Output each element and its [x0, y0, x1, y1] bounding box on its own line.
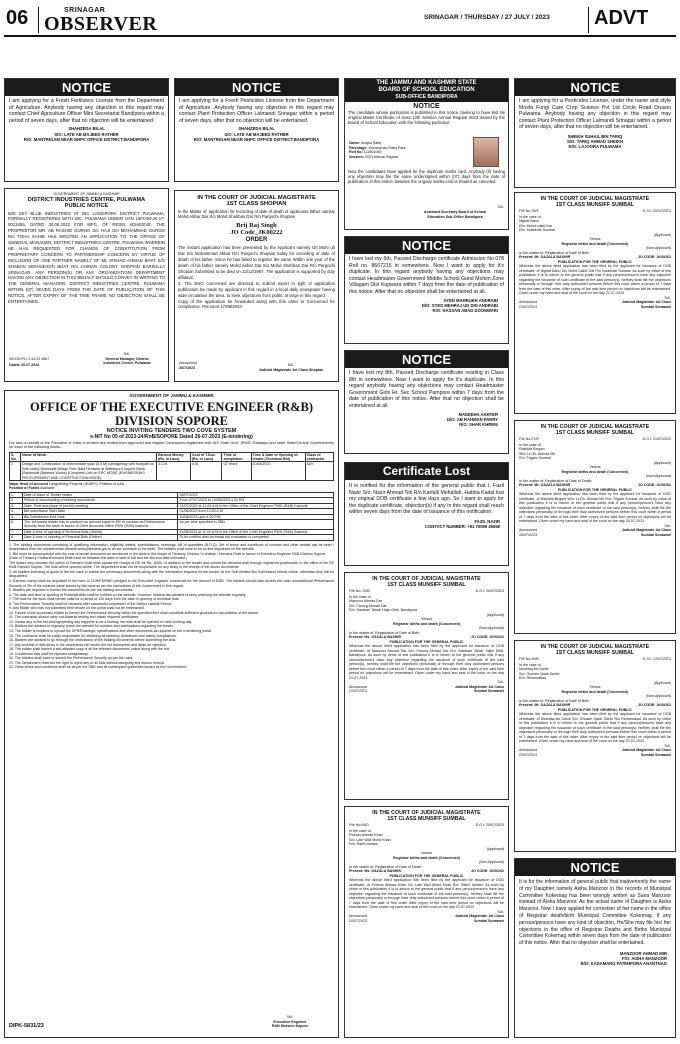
file-number: File No.07/D — [519, 437, 539, 441]
court-title: IN THE COURT OF JUDICIAL MAGISTRATE — [540, 644, 650, 650]
dic-subtitle: PUBLIC NOTICE — [64, 202, 109, 209]
date-of-institution: D.O.I: 20/07/2023 — [475, 589, 504, 593]
notice-name: SYED MAHRUKH ANDRABI — [443, 297, 498, 303]
notice-body: I have lost my 8th, Passed Discharge certificate reading in Class 8th in somewhere. Now I want to apply for it's duplicate. In this regard anybody having any objections may contact Headmaster Government Girls Hr. Sec School Pampore within 7 days from the date of publication of this notice. After that no objection shall be entertained at all. — [349, 370, 504, 409]
certificate-contact: CONTACT NUMBER: +91 70069 26658 — [425, 524, 500, 530]
court-signatory: Sd/- Judicial Magistrate 1st Class Shopian — [258, 363, 324, 372]
notice-name: SHEIKH SUHAIL BIN TARIQ — [567, 133, 623, 139]
notice-relation: D/O: AB RAHMAN PARRY — [446, 416, 498, 422]
court-body: Whereas the above titled application has been filed by the applicant for issuance of DOB certificate, of Nighat Banu D/o Mohd Latief Dar R/o Indarkote Sumbal. As such by virtue of this publication it is to inform to the general public that if any person/person's have any objection regarding the issuance of such certificate of the said person(s), he/they shall file the objections personally or through their duly authorized persons before this court within a period of 7 days from the date of this order. After expiry of the said time period no objections will be entertained. Given under my hand and seal of the court on the day 22-07-2023 — [519, 264, 671, 295]
file-number: File No.78/9 — [519, 209, 539, 213]
notice-relation: S/O: TARIQ AHMAD SHEIKH — [566, 139, 624, 145]
jkbose-body2: Now the candidates have applied for the duplicate marks card. Anybody (if) having any objection may file the same undersigned within (07) days from the date of publication of this notice. Besides the original marks card is treated as canceled. — [348, 169, 505, 185]
head-of-account: Languishing Projects (JKIDFC) Position of AAA — [49, 481, 125, 486]
date-of-institution: D.O.I: 21/07/2023 — [642, 437, 671, 441]
tender-col-header: Name of Work — [21, 452, 157, 462]
notice-address: R/O: HASSAN ABAD DOONWARI — [432, 307, 498, 313]
header-divider — [38, 7, 39, 33]
respondent: Registrar births and death (Concerned) — [393, 621, 460, 626]
certificate-lost-notice — [344, 462, 509, 566]
header-date: SRINAGAR / THURSDAY / 27 JULY / 2023 — [424, 14, 550, 21]
certificate-body: It is notified for the information of the general public that I, Fazil Nazir S/o: Nazir Ahmad Teli R/o Karfalli Mohallah, Habba Kadal lost my original DOB certificate a few days ago. So I want to apply for the duplicate certificate, objection(s) if any in this regard shall reach within seven days from the date of issuance of this notification. — [349, 483, 504, 516]
court-body: Whereas the above titled application has been filed by the applicant for issuance of DOB certificate, of Manzoor Ahmad Dar S/o: Farooq Ahmad Dar R/o: Madwan Tahsil: Hajin Distt. Bandipora. As such by virtue of this publication it is to inform to the general public that if any person/person's have any objection regarding the issuance of such certificate of the said person(s), he/they shall file the objections personally or through their duly authorized persons before this court within a period of 7 days from the date of this order. After expiry of the said time period no objections will be entertained. Given under my hand and seal of the court on the day 21-07-2023 — [349, 644, 504, 680]
respondent: Registrar births and death (Concerned) — [561, 689, 629, 694]
date-of-institution: D.O.I: 12/07/2023 — [642, 657, 671, 661]
tender-notice: GOVERNMENT OF JAMMU & KASHMIR OFFICE OF THE EXECUTIVE ENGINEER (R&B) DIVISION SOPORE NOTICE INVITING TENDERS TWO COVE SYSTEM e-NIT No 05 of 2023-24/RnB/SOPORE Dated 26-07-2023 (E-tendering) For and on behalf of the President of India, e-tenders are invited from approved and eligible Contractors registered with J&K State Govt. (PWD, Railways and other State/Central Governments) for each of the following works:- S. No. Name of Work Earnest Money (Rs. In Lacs) Cost of T.Doc. (Rs. in Lacs) Time of completion Time & Date of Opening of tender (Technical Bid) Class of contractor 1 Design and Construction of intermediate span (5.5 M) carriageway with footpath on both sides) Motorable Bridge Over Nala Hirniwan at Wattarguru Sopore Block (Baramulla (Balance Works) (Complete) Job on EPC MODE (ENGINEERING PROCUREMENT AND CONSTRUCTION MODE) 31.24 0.01 02 Years 10/08/2023 AAY Major Head of Account Languishing Projects (JKIDFC) Position of AAA Position of Funds Available 1. Date of Issue of Tender Notice 26/07/2023 2. Period of downloading of bidding documents From 27/07/2023 to 10/08/2023 4.00 PM 3. Date, Time and place of pre-bid meeting 31/07/2023 at 11:00 A.M in the Office of the Chief Engineer PWD (R&B) Kashmir. 4. Bid submission Start Date 01/08/2023 from 10.00 A.M 5. Bid Submission End Date 10/08/2023 upto 4.00 P.M. 6. The 1st lowest bidder has to produce an amount equal to 5% of contract as Performance Security from the bank in favour of Chief Accounts Office PWD (R&B) Kashmir. As per time specified in SBD 7. Date & time of opening of Technical Bids (Online) 11/08/2023 at 11:00 A.M in the Office of the Chief Engineer PWD (R&B) Kashmir. 8. Date & time of opening of Financial Bids (Online) To be notified after technical bid evaluation is completed 1. The bidding documents consisting of qualifying information, eligibility criteria, specifications, drawings, bill of quantities (B.O.Q), Set of terms and conditions of contract and other details can be seen / downloaded from the departmental website www.jktenders.gov.in as per schedule in the table. The bidders shall have to be on line registered on the website. 2. Bid must be accompanied with the cost of tender document as mentioned in the table in the shape of Treasury Challan / e-challan / Demand Draft in favour of Executive Engineer R&B Division Sopore. (Date of Treasury Challan/Demand Draft must be between the date of start of bid and the Bid end date indicated.) The bidder who chooses the option of Demand Draft shall upload the receipt of DD for Rs. 1000/- in addition to the tender and submit the demand draft through registered post/courier to the office of the EE R&B Division Sopore. The bids will be opened online. The department shall not be responsible for any delay in the receipt of the above documents. 3. All bidders intending to quote in the bid have to submit the necessary documents along with the information required for the tender on the Self-Verified Bid Submission format online, otherwise they will be disqualified. 4. Earnest money shall be deposited in the form of CDR/FDR/BG pledged to the Executive Engineer concerned for the amount of EMD. The bidders should also furnish the valid unconditional Performance Security of 3% of the contract value issued by the bank as per the instructions of the Government in this regard. 5. Bidders are required to furnish the documents as per the bidding documents. 6. The date and time of opening of Financial Bids shall be notified on the website. However, bidders are advised to keep checking the website regularly. 7. The bids for the work shall remain valid for a period of 120 days from the date of opening of technical bids. 8. The Performance Security shall be released after successful completion of the Defect Liability Period. 9. Any bidder who has not submitted their tender on the portal shall not be entertained. 10. Failure of the successful bidder to furnish the Performance Security within the specified time shall constitute sufficient grounds for cancellation of the award. 11. The contractor should carry out Material testing and obtain required certificates. 12. Incase any of the bid closing/opening day happens to be a holiday, the bids shall be opened on next working day. 13. Bidders are advised to regularly check the website for updates and clarifications regarding the tender. 14. The bidder is required to upload the DPR/Drawings, specifications and other documents as required on the e-tendering portal. 15. The contractor shall be solely responsible for obtaining all statutory clearances and safety compliances. 16. Bidders are advised to go through the instructions of the bidding documents before submitting the bids. 17. Any shortfall or deficiency in the documents will render the bid incomplete and liable for rejection. 18. The bidder shall furnish a self-attested copy of all the relevant documents online along with the bid. 19. Conditional bids shall be rejected straightaway. 20. The bidders shall have to submit the Performance Security as per the rules. 21. The Department reserves the right to reject any or all bids without assigning any reason thereof. 22. Other terms and conditions shall be as per the SBD and all subsequent guidelines issued by the Government. DIPK-5831/23 Sd/- Executive Engineer R&B Division Sopore — [4, 390, 339, 1038]
schedule-row: 6. The 1st lowest bidder has to produce an amount equal to 5% of contract as Performance Security from the bank in favour of Chief Accounts Office PWD (R&B) Kashmir. As per time specified in SBD — [10, 519, 334, 529]
respondent: Registrar births and death (Concerned) — [393, 855, 460, 860]
tender-intro: For and on behalf of the President of India, e-tenders are invited from approved and eligible Contractors registered with J&K State Govt. (PWD, Railways and other State/Central Governments) for each of the following works:- — [9, 440, 334, 449]
presiding-officer: Present: Ms. GAZALA BASHIR — [349, 869, 401, 873]
certificate-name: FAZIL NAZIR — [474, 518, 500, 524]
notice-pesticide-license — [174, 78, 339, 182]
presiding-officer: Present: Ms. GAZALA BASHIR — [349, 635, 401, 639]
tender-col-header: Time & Date of Opening of tender (Technical Bid) — [251, 452, 305, 462]
tender-col-header: Time of completion — [222, 452, 251, 462]
respondent: Registrar births and death (Concerned) — [561, 469, 629, 474]
tender-cell: AAY — [305, 462, 333, 481]
candidate-roll: 112601065 — [363, 150, 382, 154]
jkbose-body: The candidate whose particulars is published in this notice claiming to have lost his original Marks Certificate of class 12th Session Annual Regular 2023 issued by the Board of School Education with the following particular: — [348, 110, 505, 126]
court-title: IN THE COURT OF JUDICIAL MAGISTRATE — [372, 576, 481, 582]
applicant-name: Rashida Begum — [519, 447, 545, 451]
tender-col-header: Cost of T.Doc. (Rs. in Lacs) — [190, 452, 222, 462]
court-jo-code: JO Code_JK00222 — [230, 229, 283, 237]
notice-body: I have lost my 6th, Passed Discharge certificate Admission No.078 Roll no. 8667215 in somewhere. Now I want to apply for it's duplicate. In this regard anybody having any objections may contact Headmaster Government Middle School Gund Mohim Zone Villagam Dist Kupwara within 7 days from the date of publication of this notice. After that no objection shall be entertained at all. — [349, 256, 504, 295]
tender-col-header: S. No. — [10, 452, 21, 462]
court-subtitle: 1ST CLASS MUNSIFF SUMBAL — [387, 816, 466, 822]
jkbose-line1: THE JAMMU AND KASHMIR STATE — [376, 80, 477, 86]
dic-signatory: Sd/- General Manager, District Industries Centre, Pulwama — [103, 352, 151, 365]
notice-address: R/O: SHAR KHREW — [459, 421, 498, 427]
schedule-row: 3. Date, Time and place of pre-bid meeting 31/07/2023 at 11:00 A.M in the Office of the Chief Engineer PWD (R&B) Kashmir. — [10, 503, 334, 508]
header-rule — [4, 35, 676, 37]
tender-cell: 31.24 — [157, 462, 191, 481]
schedule-row: 2. Period of downloading of bidding documents From 27/07/2023 to 10/08/2023 4.00 PM — [10, 498, 334, 503]
court-title: IN THE COURT OF JUDICIAL MAGISTRATE — [540, 424, 650, 430]
schedule-row: 4. Bid submission Start Date 01/08/2023 from 10.00 A.M — [10, 509, 334, 514]
tender-nit: e-NIT No 05 of 2023-24/RnB/SOPORE Dated 26-07-2023 (E-tendering) — [90, 433, 253, 440]
dic-gov: GOVERNMENT OF JAMMU & KASHMIR — [53, 192, 120, 196]
notice-name: SHAHZEDA BILAL — [238, 126, 275, 132]
jkbose-sd: Sd/- — [497, 205, 504, 209]
date-of-institution: D.O.I: 20/07/2023 — [642, 209, 671, 213]
schedule-row: 7. Date & time of opening of Technical Bids (Online) 11/08/2023 at 11:00 A.M in the Office of the Chief Engineer PWD (R&B) Kashmir. — [10, 529, 334, 534]
court-subtitle: 1ST CLASS SHOPIAN — [226, 201, 287, 207]
tender-subtitle: NOTICE INVITING TENDERS TWO COVE SYSTEM — [106, 427, 237, 434]
presiding-officer: Present: Mr. GAZALA BASHIR — [519, 255, 571, 259]
dic-body: M/S SKY BLUE INDUSTRIES AT INC LASSIPORA DISTRICT PULWAMA, FORMALLY REGISTERED WITH DIC, PULWAMA UNDER UAN UDYAM-JK-17-0013455, DATED 30.06.2022 FOR MFG. OF RESIN ADHESIVE. THE PROPRIETOR MR. AB RASHID GUROO S/o HAJI GH MOHAMMAD GUROO R/o TOHA SAHIB HAS MOOTED AN APPLICATION TO THE OFFICE OF GENERAL MANAGER, DISTRICT INDUSTRIES CENTRE, PULWAMA WHEREIN HE HAS REQUESTED FOR CHANGE OF CONSTITUTION FROM PROPRIETARY CONCERN TO PARTNERSHIP CONCERN BY VIRTUE OF INCLUSION OF ONE PARTNER NAMELY OF ML IRSHAD AHMAD BHAT S/O SHABAN MOHIUD-DIN BHAT R/o CHINAR COLONY SHOPIAN BARZULLA SRINAGAR. ANY PERSON(S) OR ANY ORGANIZATION/ DEPARTMENT HAVING ANY OBJECTION IN THIS BEHALF SHOULD CONVEY IN WRITING TO THE GENERAL MANAGER, DISTRICT INDUSTRIES CENTRE, PULWAMA WITHIN (07) SEVEN DAYS FROM THE DATE OF PUBLICATION OF THIS NOTICE, AFTER EXPIRY OF THE TIME FRAME NO OBJECTION SHALL BE ENTERTAINED. — [8, 210, 165, 305]
court-announced: Announced 26/7/2023 — [179, 361, 198, 370]
court-sumbal-notice: IN THE COURT OF JUDICIAL MAGISTRATE 1ST CLASS MUNSIFF SUMBAL File No.49/B D.O.I: 12/07/2023 In the case of Mushtaq Ah Ganie S/o: Ghulam Qadir Ganie R/o: Rehamabad (Applicant) Versus Registrar births and death (Concerned) (Non-Applicant) In the matter of: Registration of Date of Birth Present: Mr. GAZALA BASHIR JO CODE: JK00262 PUBLICATION FOR THE GENERAL PUBLIC Whereas the above titled application has been filed by the applicant for issuance of DOB certificate, of Mushtaq Ah Ganie S/o: Ghulam Qadir Ganie R/o Rehamabad. As such by virtue of this publication it is to inform to the general public that if any person/person's have any objection regarding the issuance of such certificate of the said person(s), he/they shall file the objections personally or through their duly authorized persons before this court within a period of 7 days from the date of this order. After expiry of the said time period no objections will be entertained. Given under my hand and seal of the court on the day 22-07-2023 Sd/- Announced Judicial Magistrate 1st Class 22/07/2023 Sumbal Sonawari — [514, 640, 676, 852]
respondent: Registrar births and death (Concerned) — [561, 241, 629, 246]
jkbose-notice — [344, 78, 509, 230]
tender-gov: GOVERNMENT OF JAMMU & KASHMIR — [129, 393, 214, 398]
page-number: 06 — [6, 7, 29, 29]
applicant-name: Mushtaq Ah Ganie — [519, 667, 549, 671]
notice-name: MADEEHA AKHTER — [458, 411, 498, 417]
presiding-officer: Present: Mr. GAZALA BASHIR — [519, 483, 571, 487]
court-subtitle: 1ST CLASS MUNSIFF SUMBAL — [555, 430, 635, 436]
tender-works-table — [9, 452, 334, 481]
court-body: The instant application has been presented by the Applicant namely Gh Mohi ub Dar S/o Mohammad Akbar R/o Pargochi Shopian today for recording of date of death of his father. Since he has failed to register the same Within one year of the death of his father namely Mohd Akbar Dar S/o Mohd Shahban Dar R/o Pargochi Shopian Submitted to be died on 22/12/1987. The application is supported by duly affidavit. 2. The SHO concerned are directed to submit report in light of application publication be made by applicant in this regard in a local daily newspaper having wide circulation the area, to seek objections from public at large in this regard. Copy of the application be forwarded along with this order to Concerned for compliance. Put soon 17/08/2023 — [178, 245, 335, 310]
notice-body: I am applying for a Fresh Fertilizers License from the Department of Agriculture. Anybody having any objection in this regard may contact Chief Agriculture Officer Mini Secretariat Bandipora within a period of seven days, after that no objection will be entertained. — [9, 98, 164, 124]
court-sumbal-notice: IN THE COURT OF JUDICIAL MAGISTRATE 1ST CLASS MUNSIFF SUMBAL File No:06/D D.O.I: 20/07/2023 In the case of Firdous Ahmad Khan S/o: Late Wali Mohd Khan R/o: Rakhi Asham (Applicant) Versus Registrar births and death (Concerned) (Non-Applicant) In the matter of: Registration of Date of Death Present: Ms. GAZALA BASHIR JO CODE: JK00262 PUBLICATION FOR THE GENERAL PUBLIC Whereas the above titled application has been filed by the applicant for issuance of DOD certificate, of Firdous Ahmad Khan S/o Late Wali Mohd Khan R/o: Rakhi Asham. As such by virtue of this publication it is to inform to the general public that if any person/person's have any objection regarding the issuance of such certificate of the said person(s), he/they shall file the objections personally or through their duly authorized persons before this court within a period of 7 days from the date of this order. After expiry of the said time period no objections will be entertained. Given under my hand and seal of the court on the day 20-07-2023 Sd/- Announced Judicial Magistrate 1st Class 20/07/2023 Sumbal Sonawari — [344, 806, 509, 1038]
notice-title: NOTICE — [345, 351, 508, 368]
file-number: File No: 23/B — [349, 589, 370, 593]
applicant-name: Nighat Banu — [519, 219, 539, 223]
notice-pesticide-pulwama — [514, 78, 676, 188]
certificate-title: Certificate Lost — [345, 463, 508, 480]
section-label: ADVT — [594, 7, 649, 29]
dic-date: Dated: 26.07.2023 — [9, 363, 40, 367]
brand-top: SRINAGAR — [64, 7, 106, 14]
court-subtitle: 1ST CLASS MUNSIFF SUMBAL — [555, 202, 635, 208]
candidate-details: Name: Moqsa Rafiq Parentage: Mohammad Rafiq Para Roll No: 112601065 Session: 2023 Annual Regular — [349, 141, 406, 159]
notice-name-correction — [514, 858, 676, 1038]
candidate-name: Moqsa Rafiq — [361, 141, 382, 145]
notice-relation: S/O: LATE AB MAJEED RATHER — [224, 131, 289, 137]
tender-col-header: Class of contractor — [305, 452, 333, 462]
notice-relation: F/O: AISHA MANZOOR — [621, 956, 667, 962]
header-divider-right — [588, 7, 589, 33]
notice-lost-8th-certificate — [344, 350, 509, 454]
notice-address: R/O: KADAMARG FATEHPORA ANANTNAG — [580, 961, 667, 967]
court-judge: Brij Raj Singh — [236, 222, 277, 230]
brand-logo: OBSERVER — [44, 13, 158, 35]
court-body: Whereas the above titled application has been filed by the applicant for issuance of DOD certificate, of Firdous Ahmad Khan S/o Late Wali Mohd Khan R/o: Rakhi Asham. As such by virtue of this publication it is to inform to the general public that if any person/person's have any objection regarding the issuance of such certificate of the said person(s), he/they shall file the objections personally or through their duly authorized persons before this court within a period of 7 days from the date of this order. After expiry of the said time period no objections will be entertained. Given under my hand and seal of the court on the day 20-07-2023 — [349, 878, 504, 909]
candidate-parentage: Mohammad Rafiq Para — [368, 145, 406, 150]
court-title: IN THE COURT OF JUDICIAL MAGISTRATE — [540, 196, 650, 202]
notice-lost-6th-certificate — [344, 236, 509, 344]
tender-title: OFFICE OF THE EXECUTIVE ENGINEER (R&B) DIVISION SOPORE — [29, 399, 314, 428]
file-number: File No.49/B — [519, 657, 539, 661]
tender-schedule-table — [9, 492, 334, 541]
candidate-session: 2023 Annual Regular — [364, 154, 399, 159]
schedule-row: 1. Date of Issue of Tender Notice 26/07/2023 — [10, 492, 334, 497]
notice-body: I am applying for a Fresh Pesticides License from the Department of Agriculture. Anybody having any objection in this regard may contact Plant Protection Officer Lalmandi Srinagar within a period of seven days, after that no objection will be entertained. — [179, 98, 334, 124]
court-subtitle: 1ST CLASS MUNSIFF SUMBAL — [387, 582, 466, 588]
notice-name: MANZOOR AHMAD MIR — [619, 950, 667, 956]
court-body: Whereas the above titled application has been filed by the applicant for issuance of DOB certificate, of Mushtaq Ah Ganie S/o: Ghulam Qadir Ganie R/o Rehamabad. As such by virtue of this publication it is to inform to the general public that if any person/person's have any objection regarding the issuance of such certificate of the said person(s), he/they shall file the objections personally or through their duly authorized persons before this court within a period of 7 days from the date of this order. After expiry of the said time period no objections will be entertained. Given under my hand and seal of the court on the day 22-07-2023 — [519, 712, 671, 743]
notice-body: It is for the information of general public that inadvertently the name of my Daughter namely Aisha Manzoor in the records of Municipal Committee Kokernag has been wrongly written as Sana Manzoor instead of Aisha Manzoor. As the actual name of Daughter is Aisha Manzoor. Now I have applied for correction of her name in the office of Registrar death/birth Municipal Committee Kokernag. If any person/persons have any kind of objection, He/She may file his/ her objections in the office of Registrar Deaths and Births Municipal Committee Kokernag within seven days from the date of publication of this notice. After that no objection shall be entertained. — [519, 879, 671, 947]
notice-body: I am applying for a Pesticides License, under the name and style Mosfa Fungi Care Crop Science Pvt Ltd Circle Road Drusoo Pulwama. Anybody having any objection in this regard may contact Plant Protection Officer Lalmandi Srinagar within a period of seven days, after that no objection will be entertained. — [519, 98, 671, 131]
jkbose-line2: BOARD OF SCHOOL EDUCATION — [378, 87, 475, 93]
tender-col-header: Earnest Money (Rs. In Lacs) — [157, 452, 191, 462]
court-sumbal-notice: IN THE COURT OF JUDICIAL MAGISTRATE 1ST CLASS MUNSIFF SUMBAL File No.07/D D.O.I: 21/07/2023 In the case of Rashida Begum W/o: Lt.Gh. Ahmad Mir R/o: Trigam Sumbal (Applicant) Versus Registrar births and death (Concerned) (Non-Applicant) In the matter of: Registration of Date of Death Present: Mr. GAZALA BASHIR JO CODE: JK00262 PUBLICATION FOR THE GENERAL PUBLIC Whereas the above titled application has been filed by the applicant for issuance of DOD certificate, of Rashida Begum W/o: Lt.Gh. Ahmad Mir R/o: Trigam Sumbal. As such by virtue of this publication it is to inform to the general public that if any person/person's have any objection regarding the issuance of such certificate of the said person(s), he/they shall file the objections personally or through their duly authorized persons before this court within a period of 7 days from the date of this order. After expiry of the said time period no objections will be entertained. Given under my hand and seal of the court on the day 26-07-2023 Sd/- Announced Judicial Magistrate 1st Class 26/07/2023 Sumbal Sonawari — [514, 420, 676, 634]
notice-name: SHAHZEDA BILAL — [68, 126, 105, 132]
jkbose-line3: SUB-OFFICE BANDIPORA — [395, 94, 458, 100]
notice-title: NOTICE — [515, 859, 675, 876]
tender-dipk: DIPK-5831/23 — [9, 1023, 44, 1029]
tender-cell: 1 — [10, 462, 21, 481]
notice-address: R/O: MANTRIGAM NEAR NHPC OFFICE DISTRICT:BANDIPORA — [23, 136, 150, 142]
notice-title: NOTICE — [175, 79, 338, 96]
funds-position: Available — [40, 486, 55, 491]
notice-relation: D/O: SYED MEHRAJ UD DIN ANDRABI — [421, 302, 498, 308]
court-shopian-notice — [174, 190, 339, 382]
file-number: File No:06/D — [349, 823, 369, 827]
notice-address: R/O: MANTRIGAM NEAR NHPC OFFICE DISTRICT:BANDIPORA — [193, 136, 320, 142]
tender-cell: 10/08/2023 — [251, 462, 305, 481]
court-body: Whereas the above titled application has been filed by the applicant for issuance of DOD certificate, of Rashida Begum W/o: Lt.Gh. Ahmad Mir R/o: Trigam Sumbal. As such by virtue of this publication it is to inform to the general public that if any person/person's have any objection regarding the issuance of such certificate of the said person(s), he/they shall file the objections personally or through their duly authorized persons before this court within a period of 7 days from the date of this order. After expiry of the said time period no objections will be entertained. Given under my hand and seal of the court on the day 26-07-2023 — [519, 492, 671, 523]
tender-cell: 0.01 — [190, 462, 222, 481]
masthead — [4, 4, 676, 38]
dic-pulwama-notice — [4, 188, 169, 382]
dic-title: DISTRICT INDUSTRIES CENTRE, PULWAMA — [27, 196, 146, 203]
date-of-institution: D.O.I: 20/07/2023 — [475, 823, 504, 827]
notice-title: NOTICE — [5, 79, 168, 96]
court-title: IN THE COURT OF JUDICIAL MAGISTRATE — [372, 810, 481, 816]
court-title: IN THE COURT OF JUDICIAL MAGISTRATE — [197, 195, 316, 201]
court-sumbal-notice: IN THE COURT OF JUDICIAL MAGISTRATE 1ST CLASS MUNSIFF SUMBAL File No.78/9 D.O.I: 20/07/2023 In the case of Nighat Banu D/o: Mohd Latief Dar R/o: Indarkote Sumbal (Applicant) Versus Registrar births and death (Concerned) (Non-Applicant) In the matter of: Registration of Date of Birth Present: Mr. GAZALA BASHIR JO CODE: JK00262 PUBLICATION FOR THE GENERAL PUBLIC Whereas the above titled application has been filed by the applicant for issuance of DOB certificate, of Nighat Banu D/o Mohd Latief Dar R/o Indarkote Sumbal. As such by virtue of this publication it is to inform to the general public that if any person/person's have any objection regarding the issuance of such certificate of the said person(s), he/they shall file the objections personally or through their duly authorized persons before this court within a period of 7 days from the date of this order. After expiry of the said time period no objections will be entertained. Given under my hand and seal of the court on the day 22-07-2023 Sd/- Announced Judicial Magistrate 1st Class 21/07/2023 Sumbal Sonawari — [514, 192, 676, 414]
jkbose-title: NOTICE — [413, 103, 440, 110]
tender-cell: 02 Years — [222, 462, 251, 481]
notice-relation: S/O: LATE AB MAJEED RATHER — [54, 131, 119, 137]
applicant-name: Manzoor Ahmad Dar — [349, 599, 382, 603]
schedule-row: 8. Date & time of opening of Financial Bids (Online) To be notified after technical bid evaluation is completed — [10, 535, 334, 540]
dic-no: NO:DICPL/ 3 44-23 4667 — [9, 357, 50, 361]
schedule-row: 5. Bid Submission End Date 10/08/2023 upto 4.00 P.M. — [10, 514, 334, 519]
candidate-photo — [473, 137, 499, 167]
notice-title: NOTICE — [515, 79, 675, 96]
tender-clauses: 1. The bidding documents consisting of qualifying information, eligibility criteria, specifications, drawings, bill of quantities (B.O.Q), Set of terms and conditions of contract and other details can be seen / downloaded from the departmental website www.jktenders.gov.in as per schedule in the table. The bidders shall have to be on line registered on the website. 2. Bid must be accompanied with the cost of tender document as mentioned in the table in the shape of Treasury Challan / e-challan / Demand Draft in favour of Executive Engineer R&B Division Sopore. (Date of Treasury Challan/Demand Draft must be between the date of start of bid and the Bid end date indicated.) The bidder who chooses the option of Demand Draft shall upload the receipt of DD for Rs. 1000/- in addition to the tender and submit the demand draft through registered post/courier to the office of the EE R&B Division Sopore. The bids will be opened online. The department shall not be responsible for any delay in the receipt of the above documents. 3. All bidders intending to quote in the bid have to submit the necessary documents along with the information required for the tender on the Self-Verified Bid Submission format online, otherwise they will be disqualified. 4. Earnest money shall be deposited in the form of CDR/FDR/BG pledged to the Executive Engineer concerned for the amount of EMD. The bidders should also furnish the valid unconditional Performance Security of 3% of the contract value issued by the bank as per the instructions of the Government in this regard. 5. Bidders are required to furnish the documents as per the bidding documents. 6. The date and time of opening of Financial Bids shall be notified on the website. However, bidders are advised to keep checking the website regularly. 7. The bids for the work shall remain valid for a period of 120 days from the date of opening of technical bids. 8. The Performance Security shall be released after successful completion of the Defect Liability Period. 9. Any bidder who has not submitted their tender on the portal shall not be entertained. 10. Failure of the successful bidder to furnish the Performance Security within the specified time shall constitute sufficient grounds for cancellation of the award. 11. The contractor should carry out Material testing and obtain required certificates. 12. Incase any of the bid closing/opening day happens to be a holiday, the bids shall be opened on next working day. 13. Bidders are advised to regularly check the website for updates and clarifications regarding the tender. 14. The bidder is required to upload the DPR/Drawings, specifications and other documents as required on the e-tendering portal. 15. The contractor shall be solely responsible for obtaining all statutory clearances and safety compliances. 16. Bidders are advised to go through the instructions of the bidding documents before submitting the bids. 17. Any shortfall or deficiency in the documents will render the bid incomplete and liable for rejection. 18. The bidder shall furnish a self-attested copy of all the relevant documents online along with the bid. 19. Conditional bids shall be rejected straightaway. 20. The bidders shall have to submit the Performance Security as per the rules. 21. The Department reserves the right to reject any or all bids without assigning any reason thereof. 22. Other terms and conditions shall be as per the SBD and all subsequent guidelines issued by the Government. — [9, 542, 334, 670]
tender-signatory: Sd/- Executive Engineer R&B Division Sopore — [271, 1015, 309, 1028]
notice-address: R/O: LAJOORA PULWAMA — [568, 144, 622, 150]
notice-title: NOTICE — [345, 237, 508, 254]
court-order: ORDER — [245, 237, 268, 244]
notice-fertilizer-license — [4, 78, 169, 182]
court-intro: In the Matter of: application for recording of date of death of applicants father namely Mohd Akbar Dar S/o Mohd Shahban Dar R/o Pargochi Shopian — [178, 209, 335, 220]
jkbose-signatory: Assistant Secretary Board of School Education Sub-Office Bandipora — [423, 210, 487, 219]
presiding-officer: Present: Mr. GAZALA BASHIR — [519, 703, 571, 707]
court-subtitle: 1ST CLASS MUNSIFF SUMBAL — [555, 650, 635, 656]
applicant-name: Firdous Ahmad Khan — [349, 833, 383, 837]
court-sumbal-notice: IN THE COURT OF JUDICIAL MAGISTRATE 1ST CLASS MUNSIFF SUMBAL File No: 23/B D.O.I: 20/07/2023 In the case of Manzoor Ahmad Dar S/o: Faroog Ahmad Dar R/o: Madwan Tahsil: Hajin Distt. Bandipora (Applicant) Versus Registrar births and death (Concerned) (Non-Applicant) In the matter of: Registration of Date of Birth Present: Ms. GAZALA BASHIR JO CODE: JK00262 PUBLICATION FOR THE GENERAL PUBLIC Whereas the above titled application has been filed by the applicant for issuance of DOB certificate, of Manzoor Ahmad Dar S/o: Farooq Ahmad Dar R/o: Madwan Tahsil: Hajin Distt. Bandipora. As such by virtue of this publication it is to inform to the general public that if any person/person's have any objection regarding the issuance of such certificate of the said person(s), he/they shall file the objections personally or through their duly authorized persons before this court within a period of 7 days from the date of this order. After expiry of the said time period no objections will be entertained. Given under my hand and seal of the court on the day 21-07-2023 Sd/- Announced Judicial Magistrate 1st Class 21/07/2023 Sumbal Sonawari — [344, 572, 509, 800]
tender-cell: Design and Construction of intermediate span (5.5 M) carriageway with footpath on both sides) Motorable Bridge Over Nala Hirniwan at Wattarguru Sopore Block (Baramulla (Balance Works) (Complete) Job on EPC MODE (ENGINEERING PROCUREMENT AND CONSTRUCTION MODE) — [21, 462, 157, 481]
